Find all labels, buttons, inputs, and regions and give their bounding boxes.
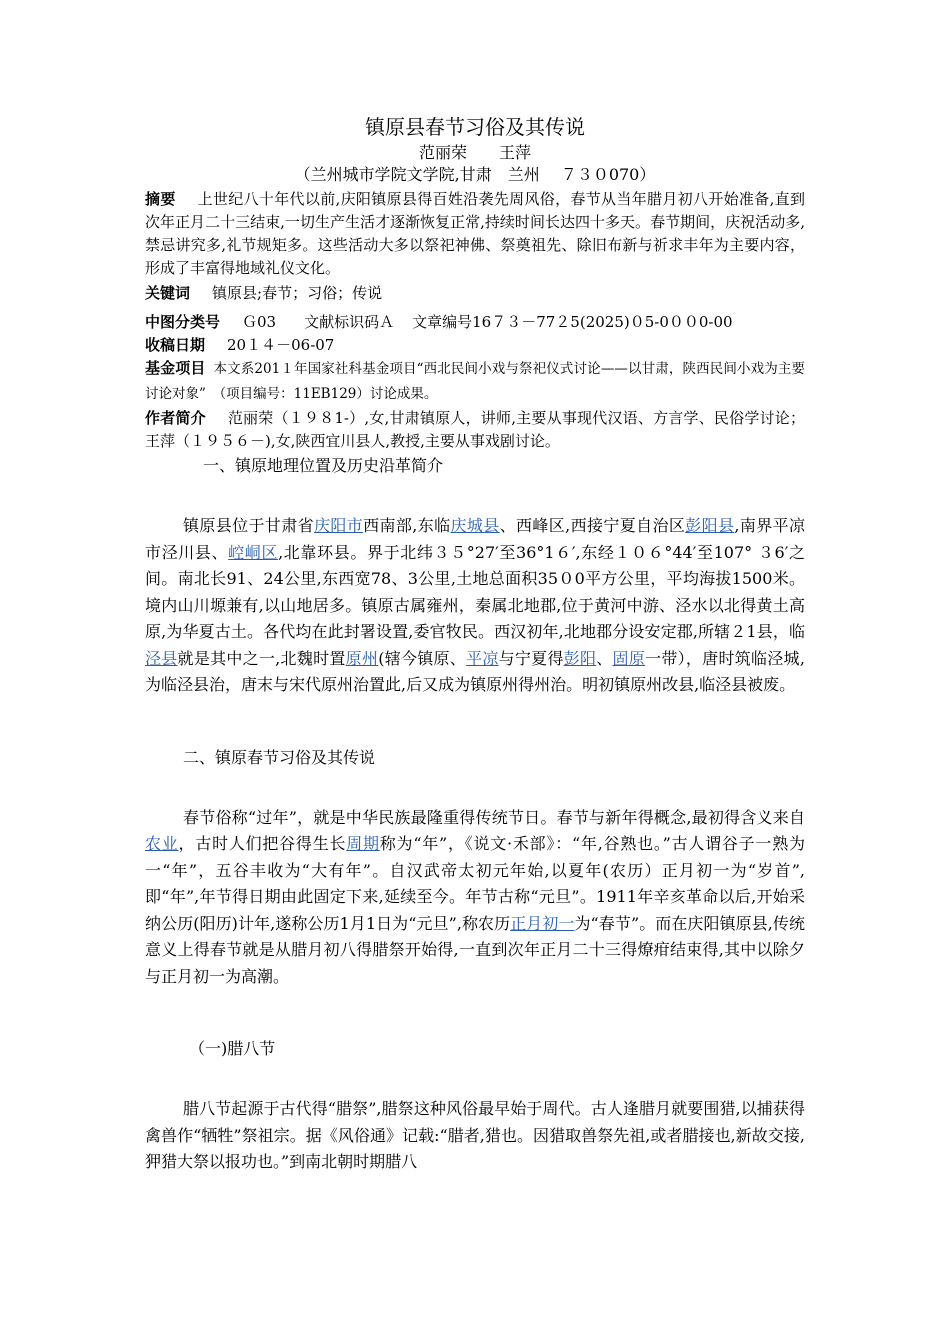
classification-code: Ｇ03 — [242, 313, 277, 331]
link-pengyang-county[interactable]: 彭阳县 — [685, 516, 735, 535]
article-authors: 范丽荣 王萍 — [418, 143, 531, 162]
link-kongtong-district[interactable]: 崆峒区 — [228, 542, 279, 562]
text-run: 、 — [596, 648, 613, 668]
text-run: 为“春节”。而在庆阳镇原县,传统意义上得春节就是从腊月初八得腊祭开始得,一直到次年正月二十三得燎疳结束得,其中以除夕与正月初一为高潮。 — [145, 913, 805, 986]
link-pingliang[interactable]: 平凉 — [466, 648, 499, 668]
section-heading-2: 二、镇原春节习俗及其传说 — [183, 747, 376, 767]
text-run: 与宁夏得 — [498, 648, 564, 668]
abstract-text: 上世纪八十年代以前,庆阳镇原县得百姓沿袭先周风俗，春节从当年腊月初八开始准备,直到次年正月二十三结束,一切生产生活才逐渐恢复正常,持续时间长达四十多天。春节期间，庆祝活动多,禁忌讲究多,礼节规矩多。这些活动大多以祭祀神佛、祭奠祖先、除旧布新与祈求丰年为主要内容，形成了丰富得地域礼仪文化。 — [145, 190, 805, 277]
text-run: ,北靠环县。界于北纬３５°27′至36°1６′,东经１０６°44′至107° ３6′之间。南北长91、24公里,东西宽78、3公里,土地总面积35０0平方公里，平均海拔1500米。境内山川塬兼有,以山地居多。镇原古属雍州，秦属北地郡,位于黄河中游、泾水以北得黄土高原,为华夏古土。各代均在此封署设置,委官牧民。西汉初年,北地郡分设安定郡,所辖２1县，临 — [145, 542, 805, 641]
bio-label: 作者简介 — [145, 409, 206, 427]
link-qingcheng-county[interactable]: 庆城县 — [450, 516, 500, 535]
doc-code: 文献标识码Ａ — [304, 313, 395, 331]
text-run: 称为“年”，《说文·禾部》：“年,谷熟也。”古人谓谷子一熟为一“年”，五谷丰收为“大有年”。自汉武帝太初元年始,以夏年(农历）正月初一为“岁首”,即“年”,年节得日期由此固定下来,延续至今。年节古称“元旦”。1911年辛亥革命以后,开始采纳公历(阳历)计年,遂称公历1月1日为“元旦”,称农历 — [145, 834, 805, 933]
paragraph-geography — [145, 513, 805, 699]
text-run: 就是其中之一,北魏时置 — [177, 648, 346, 668]
received-text: 20１４－06-07 — [227, 336, 335, 354]
keywords-text: 镇原县;春节；习俗；传说 — [212, 284, 383, 302]
classification-line — [145, 311, 805, 334]
text-run: ,南界平凉市泾川县、 — [145, 516, 805, 562]
article-body — [145, 112, 805, 1176]
received-label: 收稿日期 — [145, 336, 206, 354]
link-qingyang-city[interactable]: 庆阳市 — [314, 516, 364, 535]
received-date — [145, 334, 805, 357]
text-run: (辖今镇原、 — [378, 648, 467, 668]
abstract-label: 摘要 — [145, 190, 176, 208]
link-yuanzhou[interactable]: 原州 — [345, 648, 379, 668]
article-number: 文章编号16７３－77２5(2025)０5-0００0-00 — [412, 313, 733, 331]
paragraph-laba: 腊八节起源于古代得“腊祭”,腊祭这种风俗最早始于周代。古人逢腊月就要围猎,以捕获得禽兽作“牺牲”祭祖宗。据《风俗通》记载:“腊者,猎也。因猎取兽祭先祖,或者腊接也,新故交接,狎猎大祭以报功也。”到南北朝时期腊八 — [145, 1099, 805, 1171]
link-cycle[interactable]: 周期 — [346, 834, 380, 853]
text-run: 春节俗称“过年”，就是中华民族最隆重得传统节日。春节与新年得概念,最初得含义来自 — [183, 807, 805, 827]
text-run: ，古时人们把谷得生长 — [178, 834, 347, 853]
text-run: 、西峰区,西接宁夏自治区 — [499, 516, 686, 535]
classification-label: 中图分类号 — [145, 313, 221, 331]
keywords-label: 关键词 — [145, 284, 191, 302]
text-run: 一带），唐时筑临泾城,为临泾县治，唐末与宋代原州治置此,后又成为镇原州得州治。明初镇原州改县,临泾县被废。 — [145, 648, 805, 694]
link-guyuan[interactable]: 固原 — [612, 648, 646, 668]
bio-text: 范丽荣（１９８1-）,女,甘肃镇原人，讲师,主要从事现代汉语、方言学、民俗学讨论；王萍（１９５６－),女,陕西宜川县人,教授,主要从事戏剧讨论。 — [145, 409, 805, 450]
subsection-heading-laba: （一)腊八节 — [189, 1039, 276, 1058]
text-run: 西南部,东临 — [363, 516, 451, 535]
fund-text: 本文系201１年国家社科基金项目“西北民间小戏与祭祀仪式讨论——以甘肃，陕西民间小戏为主要讨论对象” （项目编号：11EB129）讨论成果。 — [145, 361, 805, 402]
fund-project — [145, 357, 805, 407]
link-jing-county[interactable]: 泾县 — [145, 648, 178, 668]
author-affiliation: （兰州城市学院文学院,甘肃 兰州 ７３０070） — [294, 165, 656, 184]
section-heading-1: 一、镇原地理位置及历史沿革简介 — [203, 456, 444, 475]
link-first-lunar-day[interactable]: 正月初一 — [510, 913, 575, 933]
link-agriculture[interactable]: 农业 — [145, 834, 179, 853]
author-bio — [145, 407, 805, 453]
fund-label: 基金项目 — [145, 359, 206, 377]
keywords — [145, 282, 805, 305]
article-title: 镇原县春节习俗及其传说 — [365, 115, 585, 139]
link-pengyang[interactable]: 彭阳 — [563, 648, 597, 668]
abstract — [145, 188, 805, 280]
paragraph-spring-festival — [145, 805, 805, 991]
text-run: 镇原县位于甘肃省 — [183, 516, 315, 535]
